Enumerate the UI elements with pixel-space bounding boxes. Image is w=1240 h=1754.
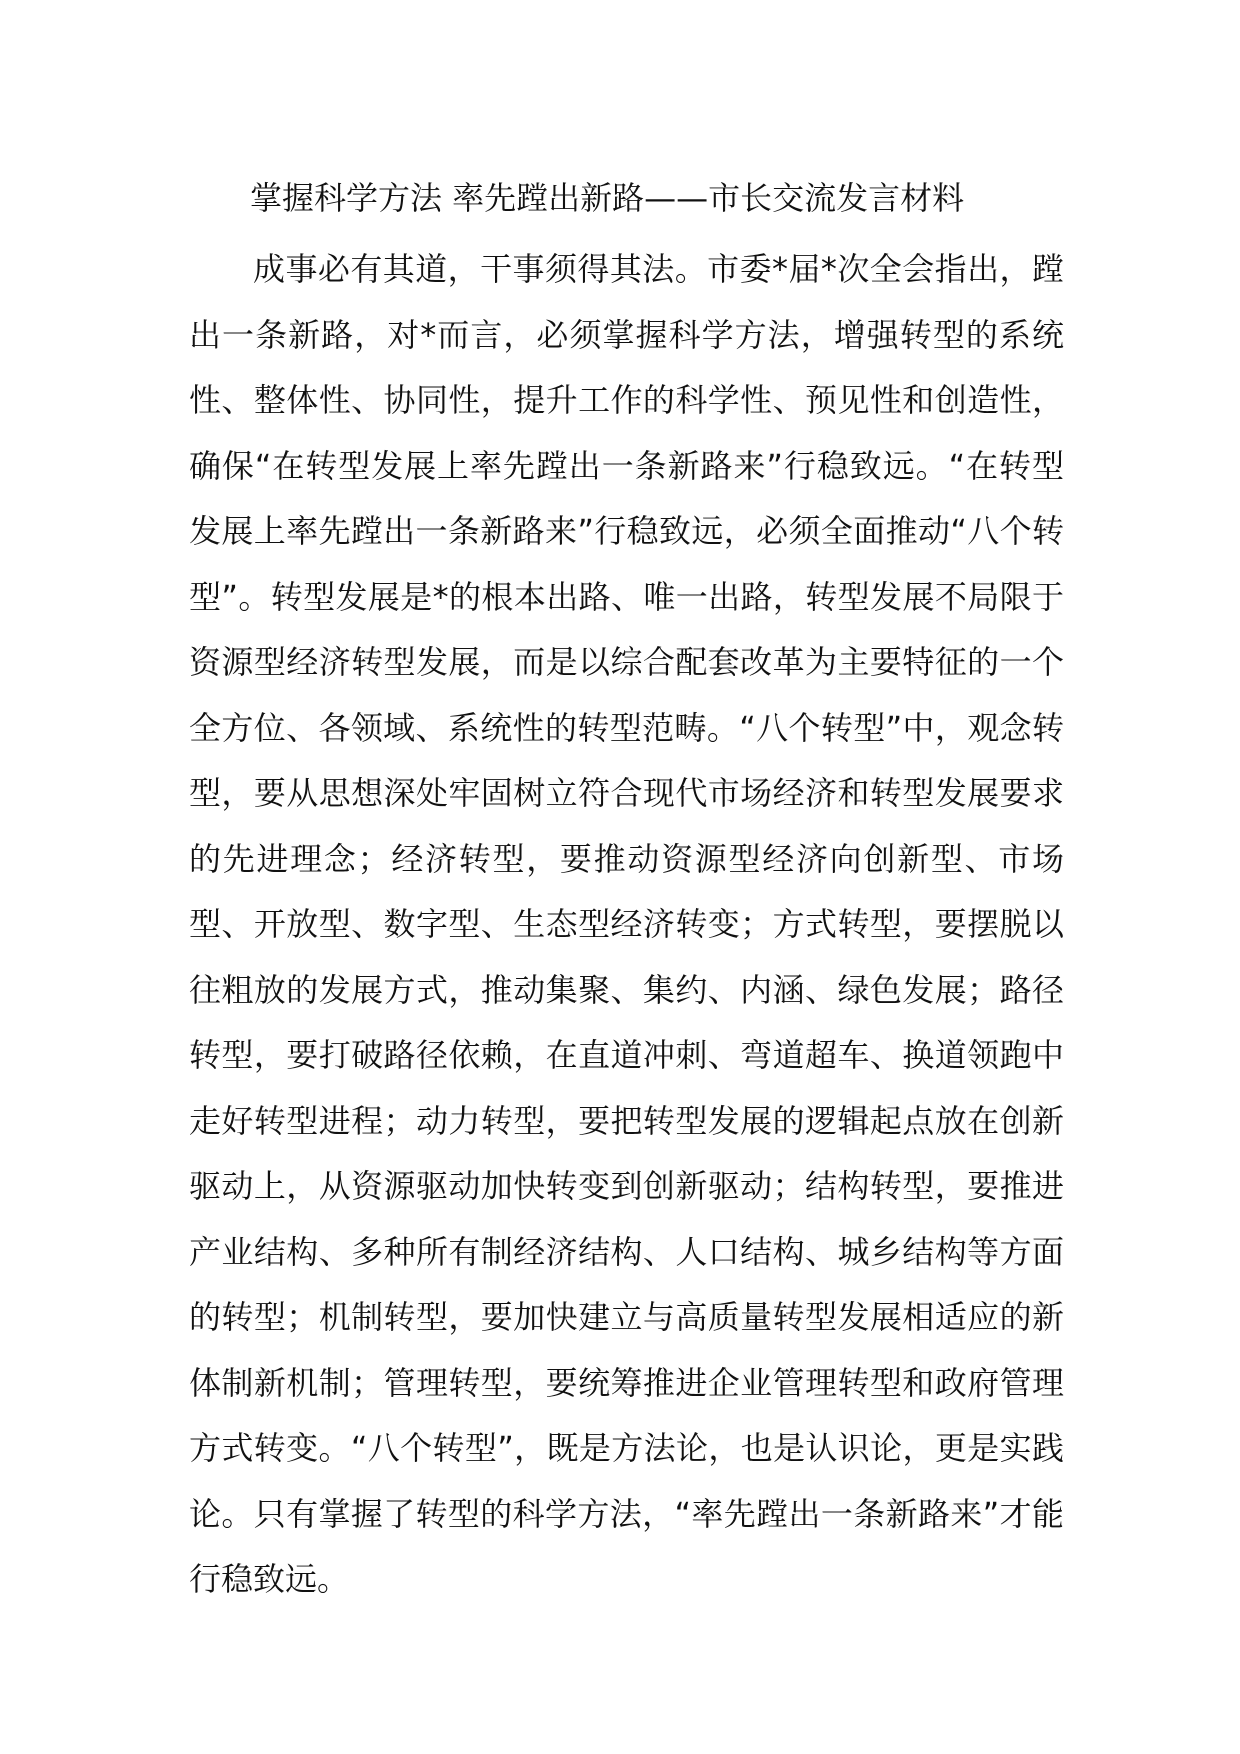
body-paragraph: 成事必有其道，干事须得其法。市委*届*次全会指出，蹚出一条新路，对*而言，必须掌握科学方法，增强转型的系统性、整体性、协同性，提升工作的科学性、预见性和创造性，确保“在转型发展上率先蹚出一条新路来”行稳致远。“在转型发展上率先蹚出一条新路来”行稳致远，必须全面推动“八个转型”。转型发展是*的根本出路、唯一出路，转型发展不局限于资源型经济转型发展，而是以综合配套改革为主要特征的一个全方位、各领域、系统性的转型范畴。“八个转型”中，观念转型，要从思想深处牢固树立符合现代市场经济和转型发展要求的先进理念；经济转型，要推动资源型经济向创新型、市场型、开放型、数字型、生态型经济转变；方式转型，要摆脱以往粗放的发展方式，推动集聚、集约、内涵、绿色发展；路径转型，要打破路径依赖，在直道冲刺、弯道超车、换道领跑中走好转型进程；动力转型，要把转型发展的逻辑起点放在创新驱动上，从资源驱动加快转变到创新驱动；结构转型，要推进产业结构、多种所有制经济结构、人口结构、城乡结构等方面的转型；机制转型，要加快建立与高质量转型发展相适应的新体制新机制；管理转型，要统筹推进企业管理转型和政府管理方式转变。“八个转型”，既是方法论，也是认识论，更是实践论。只有掌握了转型的科学方法，“率先蹚出一条新路来”才能行稳致远。: [189, 250, 1064, 1598]
document-title: 掌握科学方法 率先蹚出新路——市长交流发言材料: [250, 179, 965, 217]
